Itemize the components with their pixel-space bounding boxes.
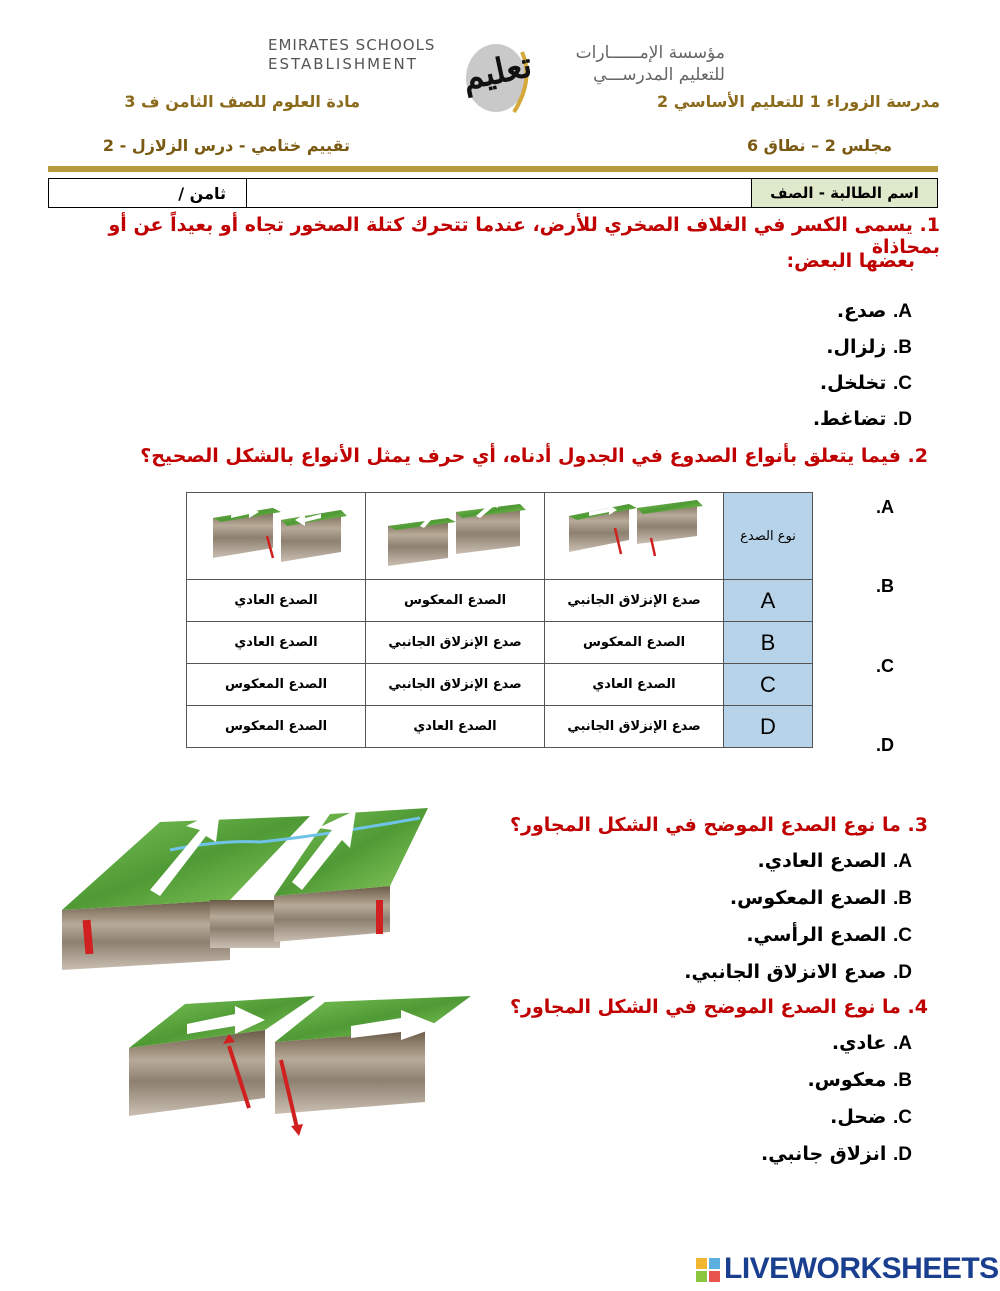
q4-number: 4. [907, 996, 928, 1018]
q1-options [712, 300, 912, 444]
council-label: مجلس 2 – نطاق 6 [746, 136, 892, 155]
school-name: مدرسة الزوراء 1 للتعليم الأساسي 2 [657, 92, 940, 111]
reverse-fault-diagram-icon [125, 990, 475, 1140]
table-cell: الصدع العادي [366, 706, 545, 748]
q3-option-c[interactable] [612, 924, 912, 961]
fault-type-header: نوع الصدع [724, 493, 813, 580]
table-row [187, 664, 813, 706]
option-text: الصدع الرأسي. [746, 924, 887, 946]
row-key: A [724, 580, 813, 622]
q4-option-b[interactable] [662, 1069, 912, 1106]
option-text: زلزال. [826, 336, 887, 358]
option-text: صدع الانزلاق الجانبي. [684, 961, 887, 983]
fault-diagram-2 [366, 493, 545, 580]
table-row [187, 622, 813, 664]
row-key: C [724, 664, 813, 706]
table-cell: الصدع المعكوس [187, 664, 366, 706]
normal-fault-icon [380, 496, 530, 572]
ese-logo-text [268, 36, 435, 74]
q3-question [478, 814, 928, 836]
q2-text: فيما يتعلق بأنواع الصدوع في الجدول أدناه، أي حرف يمثل الأنواع بالشكل الصحيح؟ [140, 445, 901, 467]
q1-option-b[interactable] [712, 336, 912, 372]
ese-line2: ESTABLISHMENT [268, 55, 418, 73]
table-cell: الصدع العادي [545, 664, 724, 706]
option-letter: A. [892, 1033, 912, 1054]
q2-question [78, 445, 928, 467]
q3-option-b[interactable] [612, 887, 912, 924]
option-letter: B. [892, 337, 912, 358]
table-row [187, 580, 813, 622]
row-key: B [724, 622, 813, 664]
q1-number: 1. [919, 214, 940, 236]
student-info-table [48, 178, 938, 208]
q1-option-a[interactable] [712, 300, 912, 336]
student-name-field[interactable] [246, 179, 751, 207]
table-cell: صدع الإنزلاق الجانبي [366, 664, 545, 706]
strike-slip-fault-icon [559, 496, 709, 572]
q4-option-d[interactable] [662, 1143, 912, 1180]
student-name-label: اسم الطالبة - الصف [751, 179, 937, 207]
q2-answer-b[interactable]: .B [876, 576, 894, 596]
table-cell: الصدع المعكوس [187, 706, 366, 748]
option-text: عادي. [831, 1032, 887, 1054]
table-row [187, 706, 813, 748]
table-cell: صدع الإنزلاق الجانبي [545, 580, 724, 622]
table-cell: صدع الإنزلاق الجانبي [545, 706, 724, 748]
option-text: معكوس. [807, 1069, 887, 1091]
q3-text: ما نوع الصدع الموضح في الشكل المجاور؟ [510, 814, 901, 836]
q4-options [662, 1032, 912, 1180]
option-letter: D. [892, 409, 912, 430]
q4-question [478, 996, 928, 1018]
option-letter: D. [892, 962, 912, 983]
q1-option-c[interactable] [712, 372, 912, 408]
taleem-logo [444, 34, 544, 124]
option-letter: C. [892, 1107, 912, 1128]
liveworksheets-logo-icon [696, 1258, 720, 1282]
fault-image-row [187, 493, 813, 580]
foundation-line2: للتعليم المدرســـي [593, 65, 725, 85]
q1-option-d[interactable] [712, 408, 912, 444]
assessment-label: تقييم ختامي - درس الزلازل - 2 [102, 136, 350, 155]
fault-diagram-3 [187, 493, 366, 580]
fault-diagram-1 [545, 493, 724, 580]
ese-line1: EMIRATES SCHOOLS [268, 36, 436, 54]
option-letter: C. [892, 925, 912, 946]
q1-text-line1: يسمى الكسر في الغلاف الصخري للأرض، عندما تتحرك كتلة الصخور تجاه أو بعيداً عن أو بمحاذاة [108, 214, 940, 258]
q4-option-a[interactable] [662, 1032, 912, 1069]
option-letter: A. [892, 851, 912, 872]
logo-text: تعليم [458, 45, 536, 99]
grade-field[interactable]: ثامن / [178, 183, 226, 203]
option-letter: B. [892, 888, 912, 909]
option-letter: D. [892, 1144, 912, 1165]
q1-line2: بعضها البعض: [786, 250, 915, 272]
option-text: الصدع العادي. [757, 850, 887, 872]
q4-diagram [125, 990, 475, 1140]
header-rule [48, 166, 938, 172]
q2-answer-c[interactable]: .C [876, 656, 894, 676]
option-letter: C. [892, 373, 912, 394]
q3-diagram [60, 800, 430, 980]
option-letter: A. [892, 301, 912, 322]
q3-number: 3. [907, 814, 928, 836]
q4-text: ما نوع الصدع الموضح في الشكل المجاور؟ [510, 996, 901, 1018]
option-letter: B. [892, 1070, 912, 1091]
table-cell: الصدع المعكوس [366, 580, 545, 622]
option-text: الصدع المعكوس. [729, 887, 887, 909]
q2-answer-d[interactable]: .D [876, 735, 894, 755]
strike-slip-diagram-icon [60, 800, 430, 980]
row-key: D [724, 706, 813, 748]
table-cell: صدع الإنزلاق الجانبي [366, 622, 545, 664]
option-text: انزلاق جانبي. [760, 1143, 887, 1165]
q3-option-a[interactable] [612, 850, 912, 887]
q3-option-d[interactable] [612, 961, 912, 998]
option-text: تضاغط. [812, 408, 887, 430]
subject-label: مادة العلوم للصف الثامن ف 3 [124, 92, 360, 111]
q4-option-c[interactable] [662, 1106, 912, 1143]
q2-answer-a[interactable]: .A [876, 497, 894, 517]
table-cell: الصدع العادي [187, 580, 366, 622]
reverse-fault-icon [201, 496, 351, 572]
fault-types-table [186, 492, 813, 748]
table-cell: الصدع العادي [187, 622, 366, 664]
option-text: ضحل. [830, 1106, 887, 1128]
foundation-logo-text [575, 42, 725, 86]
liveworksheets-brand [696, 1252, 999, 1286]
brand-text: LIVEWORKSHEETS [724, 1252, 999, 1285]
option-text: تخلخل. [819, 372, 887, 394]
q2-number: 2. [907, 445, 928, 467]
option-text: صدع. [836, 300, 887, 322]
q3-options [612, 850, 912, 998]
table-cell: الصدع المعكوس [545, 622, 724, 664]
foundation-line1: مؤسسة الإمــــــارات [575, 43, 725, 63]
